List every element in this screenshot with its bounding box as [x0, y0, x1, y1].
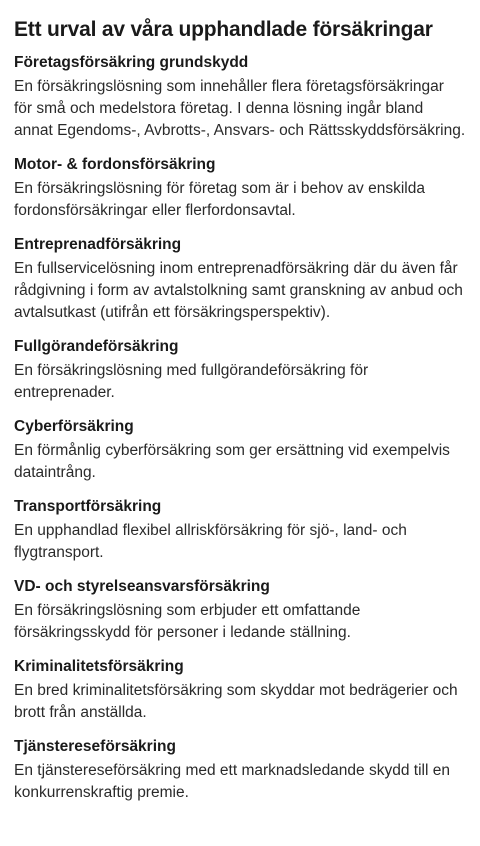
section-heading: Transportförsäkring — [14, 498, 162, 515]
section-description: En bred kriminalitetsförsäkring som skyddar mot bedrägerier och brott från anställda. — [14, 682, 458, 721]
section-description: En tjänstereseförsäkring med ett marknadsledande skydd till en konkurrenskraftig premie. — [14, 762, 450, 801]
section-description: En försäkringslösning med fullgörandeförsäkring för entreprenader. — [14, 362, 369, 401]
section-heading: Kriminalitetsförsäkring — [14, 658, 184, 675]
section-heading: Tjänstereseförsäkring — [14, 738, 176, 755]
section-vd-styrelseansvar — [14, 576, 466, 644]
section-heading: Cyberförsäkring — [14, 418, 134, 435]
section-transport — [14, 496, 466, 564]
section-entreprenad — [14, 234, 466, 324]
section-heading: Fullgörandeförsäkring — [14, 338, 179, 355]
section-description: En försäkringslösning som erbjuder ett omfattande försäkringsskydd för personer i ledande ställning. — [14, 602, 361, 641]
section-cyber — [14, 416, 466, 484]
section-fullgorande — [14, 336, 466, 404]
section-heading: Entreprenadförsäkring — [14, 236, 182, 253]
section-heading: VD- och styrelseansvarsförsäkring — [14, 578, 270, 595]
section-heading: Motor- & fordonsförsäkring — [14, 156, 216, 173]
section-description: En förmånlig cyberförsäkring som ger ersättning vid exempelvis dataintrång. — [14, 442, 450, 481]
section-foretagsforsakring — [14, 52, 466, 142]
section-description: En försäkringslösning som innehåller flera företagsförsäkringar för små och medelstora företag. I denna lösning ingår bland annat Egendoms-, Avbrotts-, Ansvars- och Rättsskyddsförsäkring. — [14, 78, 466, 139]
section-tjanstereseforsakring — [14, 736, 466, 804]
section-motor-fordon — [14, 154, 466, 222]
section-description: En fullservicelösning inom entreprenadförsäkring där du även får rådgivning i form av avtalstolkning samt granskning av anbud och avtalsutkast (utifrån ett försäkringsperspektiv). — [14, 260, 463, 321]
section-heading: Företagsförsäkring grundskydd — [14, 54, 249, 71]
section-kriminalitet — [14, 656, 466, 724]
section-description: En upphandlad flexibel allriskförsäkring för sjö-, land- och flygtransport. — [14, 522, 407, 561]
page-title: Ett urval av våra upphandlade försäkringar — [14, 18, 433, 41]
section-description: En försäkringslösning för företag som är i behov av enskilda fordonsförsäkringar eller flerfordonsavtal. — [14, 180, 425, 219]
